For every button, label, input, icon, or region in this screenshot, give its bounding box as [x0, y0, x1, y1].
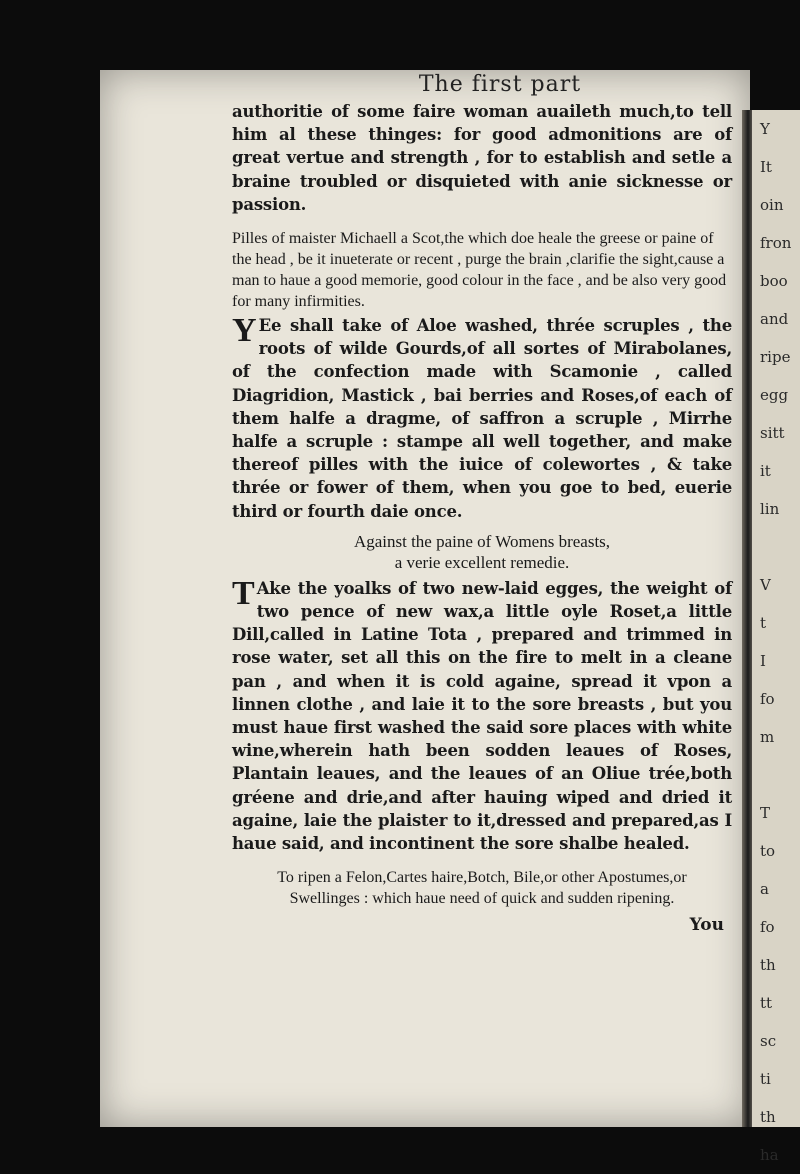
facing-fragment: ti — [760, 1070, 771, 1088]
felon-heading: To ripen a Felon,Cartes haire,Botch, Bile,or other Apostumes,or Swellinges : which haue need of quick and sudden ripening. — [277, 869, 687, 908]
main-text-block — [232, 100, 732, 935]
facing-fragment: sitt — [760, 424, 785, 442]
facing-fragment: T — [760, 804, 771, 822]
facing-fragment: fo — [760, 690, 775, 708]
facing-fragment: fron — [760, 234, 792, 252]
facing-fragment: to — [760, 842, 776, 860]
pills-heading: Pilles of maister Michaell a Scot,the which doe heale the greese or paine of the head , be it inueterate or recent , purge the brain ,clarifie the sight,cause a man to haue a good memorie, good colour in the face , and be also very good for many infirmities. — [232, 230, 727, 311]
catchword: You — [689, 915, 724, 936]
breasts-recipe-text: Ake the yoalks of two new-laid egges, the weight of two pence of new wax,a little oyle Roset,a little Dill,called in Latine Tota , prepared and trimmed in rose water, set all this on the fire to melt in a cleane pan , and when it is cold againe, spread it vpon a linnen clothe , and laie it to the sore breasts , but you must haue first washed the said sore places with white wine,wherein hath been sodden leaues of Roses, Plantain leaues, and the leaues of an Oliue trée,both gréene and drie,and after hauing wiped and dried it againe, laie the plaister to it,dressed and prepared,as I haue said, and incontinent the sore shalbe healed. — [232, 578, 732, 854]
facing-fragment — [752, 756, 800, 794]
facing-fragment — [752, 528, 800, 566]
facing-fragment: tt — [760, 994, 773, 1012]
facing-fragment: m — [760, 728, 775, 746]
facing-fragment: It — [760, 158, 772, 176]
running-head: The first part — [418, 72, 582, 97]
facing-fragment: t — [760, 614, 767, 632]
facing-fragment: Y — [760, 120, 770, 138]
paragraph-continuation: authoritie of some faire woman auaileth much,to tell him al these thinges: for good admonitions are of great vertue and strength , for to establish and setle a braine troubled or disquieted with anie sicknesse or passion. — [232, 102, 732, 214]
facing-fragment: I — [760, 652, 766, 670]
drop-cap-y: Y — [232, 312, 257, 350]
facing-fragment: ha — [760, 1146, 779, 1164]
facing-fragment: egg — [760, 386, 789, 404]
facing-fragment: oin — [760, 196, 784, 214]
facing-fragment: sc — [760, 1032, 777, 1050]
breasts-recipe — [232, 574, 732, 855]
facing-fragment: boo — [760, 272, 788, 290]
facing-fragment: lin — [760, 500, 780, 518]
pills-recipe — [232, 314, 732, 523]
facing-fragment: a — [760, 880, 769, 898]
facing-fragment: V — [760, 576, 771, 594]
facing-fragment: th — [760, 1108, 776, 1126]
breasts-heading-line2: a verie excellent remedie. — [394, 552, 570, 572]
pills-recipe-text: Ee shall take of Aloe washed, thrée scruples , the roots of wilde Gourds,of all sortes of Mirabolanes, of the confection made with Scamonie , called Diagridion, Mastick , bai berries and Roses,of each of them halfe a dragme, of saffron a scruple , Mirrhe halfe a scruple : stampe all well together, and make thereof pilles with the iuice of colewortes , & take thrée or fower of them, when you goe to bed, euerie third or fourth daie once. — [232, 316, 732, 521]
facing-fragment: ripe — [760, 348, 791, 366]
facing-fragment: fo — [760, 918, 775, 936]
facing-fragment: th — [760, 956, 776, 974]
facing-fragment: it — [760, 462, 771, 480]
drop-cap-t: T — [232, 574, 255, 612]
facing-page-fragment — [752, 110, 800, 1164]
facing-fragment: and — [760, 310, 789, 328]
breasts-heading-line1: Against the paine of Womens breasts, — [353, 531, 611, 551]
